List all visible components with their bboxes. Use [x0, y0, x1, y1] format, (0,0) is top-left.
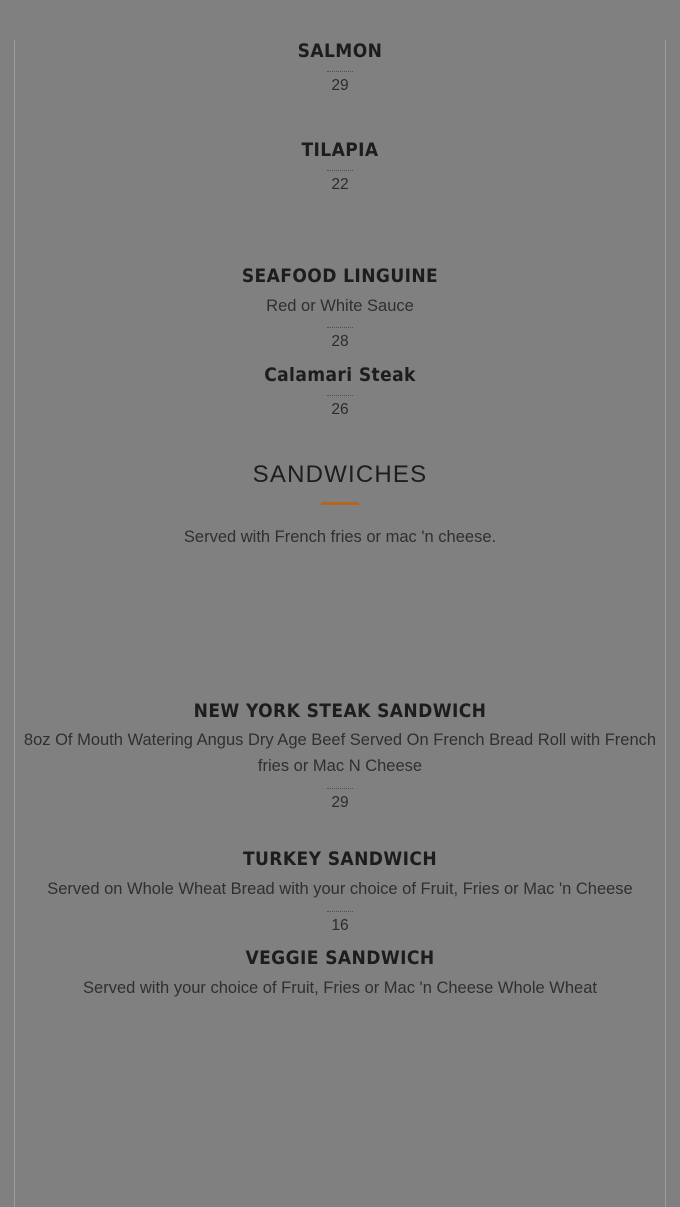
menu-item-price-block — [20, 788, 660, 813]
menu-item-name: Calamari Steak — [264, 363, 416, 386]
menu-item-name: TURKEY SANDWICH — [242, 848, 438, 871]
menu-item-name: TILAPIA — [301, 139, 379, 162]
section-title: SANDWICHES — [252, 461, 428, 489]
menu-item-description: Served on Whole Wheat Bread with your choice of Fruit, Fries or Mac 'n Cheese — [47, 879, 633, 898]
menu-item — [20, 700, 660, 813]
menu-item-price: 29 — [331, 793, 349, 811]
page-right-rule — [665, 40, 666, 1207]
menu-item-price: 16 — [331, 916, 349, 934]
price-divider — [327, 911, 353, 912]
price-divider — [327, 170, 353, 171]
menu-item — [20, 40, 660, 95]
menu-item-price: 26 — [331, 400, 349, 418]
price-divider — [327, 327, 353, 328]
price-divider — [327, 71, 353, 72]
menu-item — [20, 364, 660, 419]
price-divider — [327, 395, 353, 396]
menu-item-name: SALMON — [297, 40, 383, 62]
section-note: Served with French fries or mac 'n cheese. — [183, 527, 497, 546]
page-left-rule — [14, 40, 15, 1207]
menu-item-description: 8oz Of Mouth Watering Angus Dry Age Beef Served On French Bread Roll with French fries or Mac N Cheese — [23, 731, 657, 776]
menu-item-price-block — [20, 395, 660, 420]
menu-item-name: VEGGIE SANDWICH — [245, 947, 435, 970]
menu-item-price-block — [20, 911, 660, 936]
section-image-placeholder — [20, 550, 660, 700]
menu-item-price-block — [20, 327, 660, 352]
menu-page — [0, 40, 680, 1207]
menu-item-name: SEAFOOD LINGUINE — [241, 264, 439, 287]
menu-item-price: 28 — [331, 333, 349, 351]
menu-item-price-block — [20, 170, 660, 195]
section-divider — [321, 502, 359, 505]
price-divider — [327, 788, 353, 789]
menu-item — [20, 947, 660, 1001]
menu-item-name: NEW YORK STEAK SANDWICH — [193, 699, 487, 722]
menu-item-price: 22 — [331, 176, 349, 194]
menu-item — [20, 265, 660, 352]
section-header-sandwiches — [20, 461, 660, 550]
menu-item-price-block — [20, 71, 660, 96]
menu-item — [20, 139, 660, 194]
menu-item-price: 29 — [331, 76, 349, 94]
menu-item-description: Served with your choice of Fruit, Fries or Mac 'n Cheese Whole Wheat — [83, 978, 597, 997]
menu-item-description: Red or White Sauce — [266, 296, 414, 315]
menu-item — [20, 848, 660, 935]
